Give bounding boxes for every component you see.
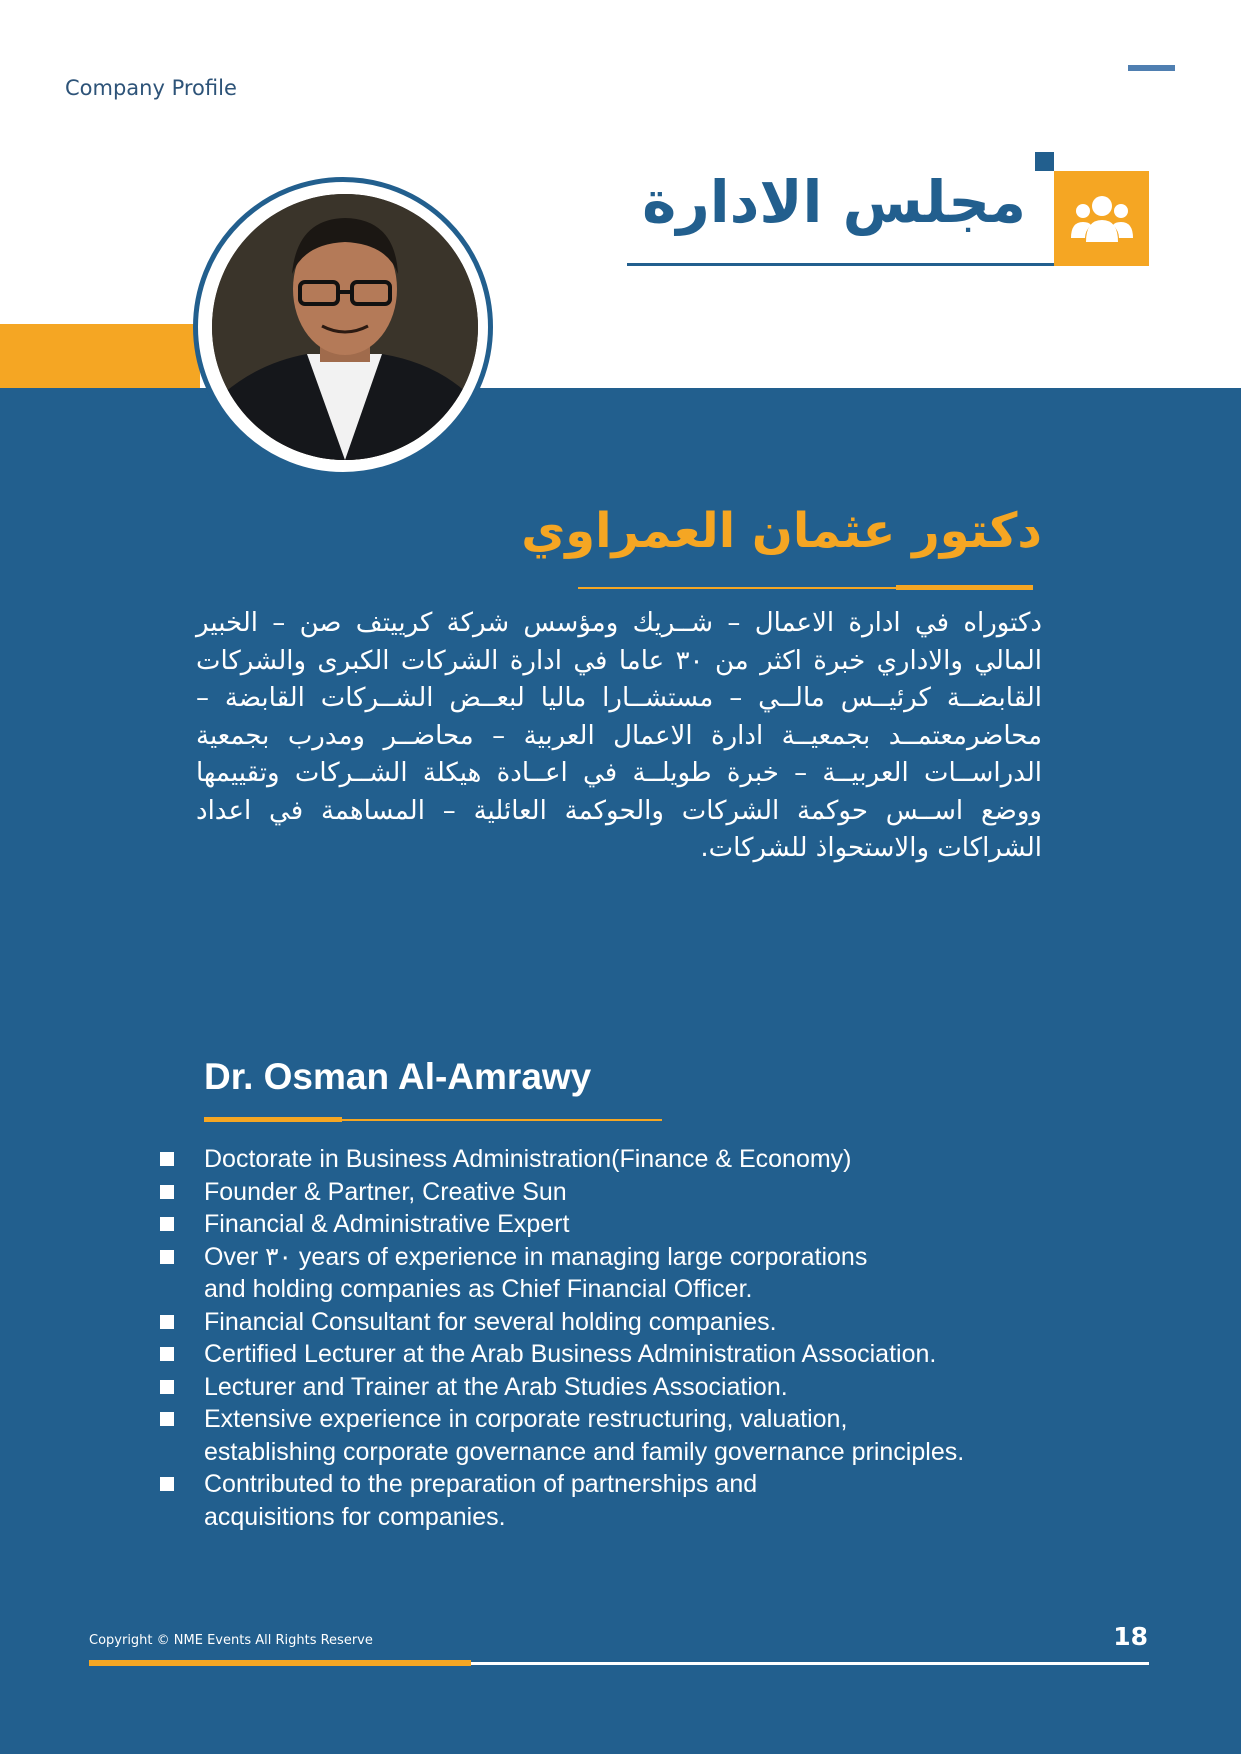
member-name-english-underline-accent [204, 1117, 342, 1122]
bullet-square-icon [160, 1185, 174, 1199]
bio-list-item [158, 1306, 1058, 1339]
bio-item-text: Over ٣٠ years of experience in managing large corporations and holding companies as Chief Financial Officer. [204, 1242, 868, 1303]
bio-item-text: Financial & Administrative Expert [204, 1210, 570, 1238]
bio-item-text: Contributed to the preparation of partnerships and acquisitions for companies. [204, 1470, 758, 1531]
bio-item-text: Extensive experience in corporate restructuring, valuation, establishing corporate governance and family governance principles. [204, 1405, 965, 1466]
accent-strip [0, 324, 200, 388]
page-number: 18 [1113, 1622, 1148, 1651]
content-background [0, 388, 1241, 1754]
bio-item-text: Financial Consultant for several holding companies. [204, 1307, 777, 1336]
icon-box-corner [1035, 152, 1054, 171]
footer-copyright: Copyright © NME Events All Rights Reserve [89, 1633, 373, 1648]
bullet-square-icon [160, 1152, 174, 1166]
bio-list-item [158, 1371, 1058, 1404]
footer-line-accent [89, 1660, 471, 1666]
section-title-underline [627, 263, 1057, 266]
bullet-square-icon [160, 1412, 174, 1426]
bullet-square-icon [160, 1250, 174, 1264]
bio-list-item [158, 1176, 1058, 1209]
bullet-square-icon [160, 1347, 174, 1361]
section-title: مجلس الادارة [642, 168, 1026, 236]
section-icon-box [1054, 171, 1149, 266]
portrait-photo [212, 194, 478, 460]
company-profile-label: Company Profile [65, 76, 237, 100]
bio-list-item [158, 1241, 1058, 1306]
bio-item-text: Doctorate in Business Administration(Finance & Economy) [204, 1145, 852, 1173]
header-accent-dash [1128, 65, 1175, 71]
bullet-square-icon [160, 1315, 174, 1329]
member-name-english: Dr. Osman Al-Amrawy [204, 1056, 592, 1097]
bio-list-item [158, 1143, 1058, 1176]
users-icon [1071, 194, 1133, 244]
bio-item-text: Lecturer and Trainer at the Arab Studies Association. [204, 1372, 788, 1401]
bio-item-text: Founder & Partner, Creative Sun [204, 1177, 567, 1206]
bullet-square-icon [160, 1217, 174, 1231]
bio-list-item [158, 1468, 1058, 1533]
portrait-image [212, 194, 478, 460]
member-name-arabic: دكتور عثمان العمراوي [521, 503, 1042, 559]
bullet-square-icon [160, 1380, 174, 1394]
member-bio-arabic: دكتوراه في ادارة الاعمال – شــريك ومؤسس شركة كرييتف صن – الخبير المالي والاداري خبرة اكثر من ٣٠ عاما في ادارة الشركات الكبرى والشركات القابضــة كرئيــس مالــي – مستشــارا ماليا لبعــض الشــركات القابضة – محاضرمعتمــد بجمعيــة ادارة الاعمال العربية – محاضــر ومدرب بجمعية الدراســات العربيــة – خبرة طويلــة في اعــادة هيكلة الشــركات وتقييمها ووضع اســس حوكمة الشركات والحوكمة العائلية – المساهمة في اعداد الشراكات والاستحواذ للشركات. [196, 608, 1042, 863]
bio-list-item [158, 1403, 1058, 1468]
bio-item-text: Certified Lecturer at the Arab Business Administration Association. [204, 1340, 937, 1368]
member-name-arabic-underline-accent [896, 585, 1033, 590]
bio-list-item [158, 1338, 1058, 1371]
member-bio-english-list [158, 1143, 1058, 1533]
bullet-square-icon [160, 1477, 174, 1491]
bio-list-item [158, 1208, 1058, 1241]
